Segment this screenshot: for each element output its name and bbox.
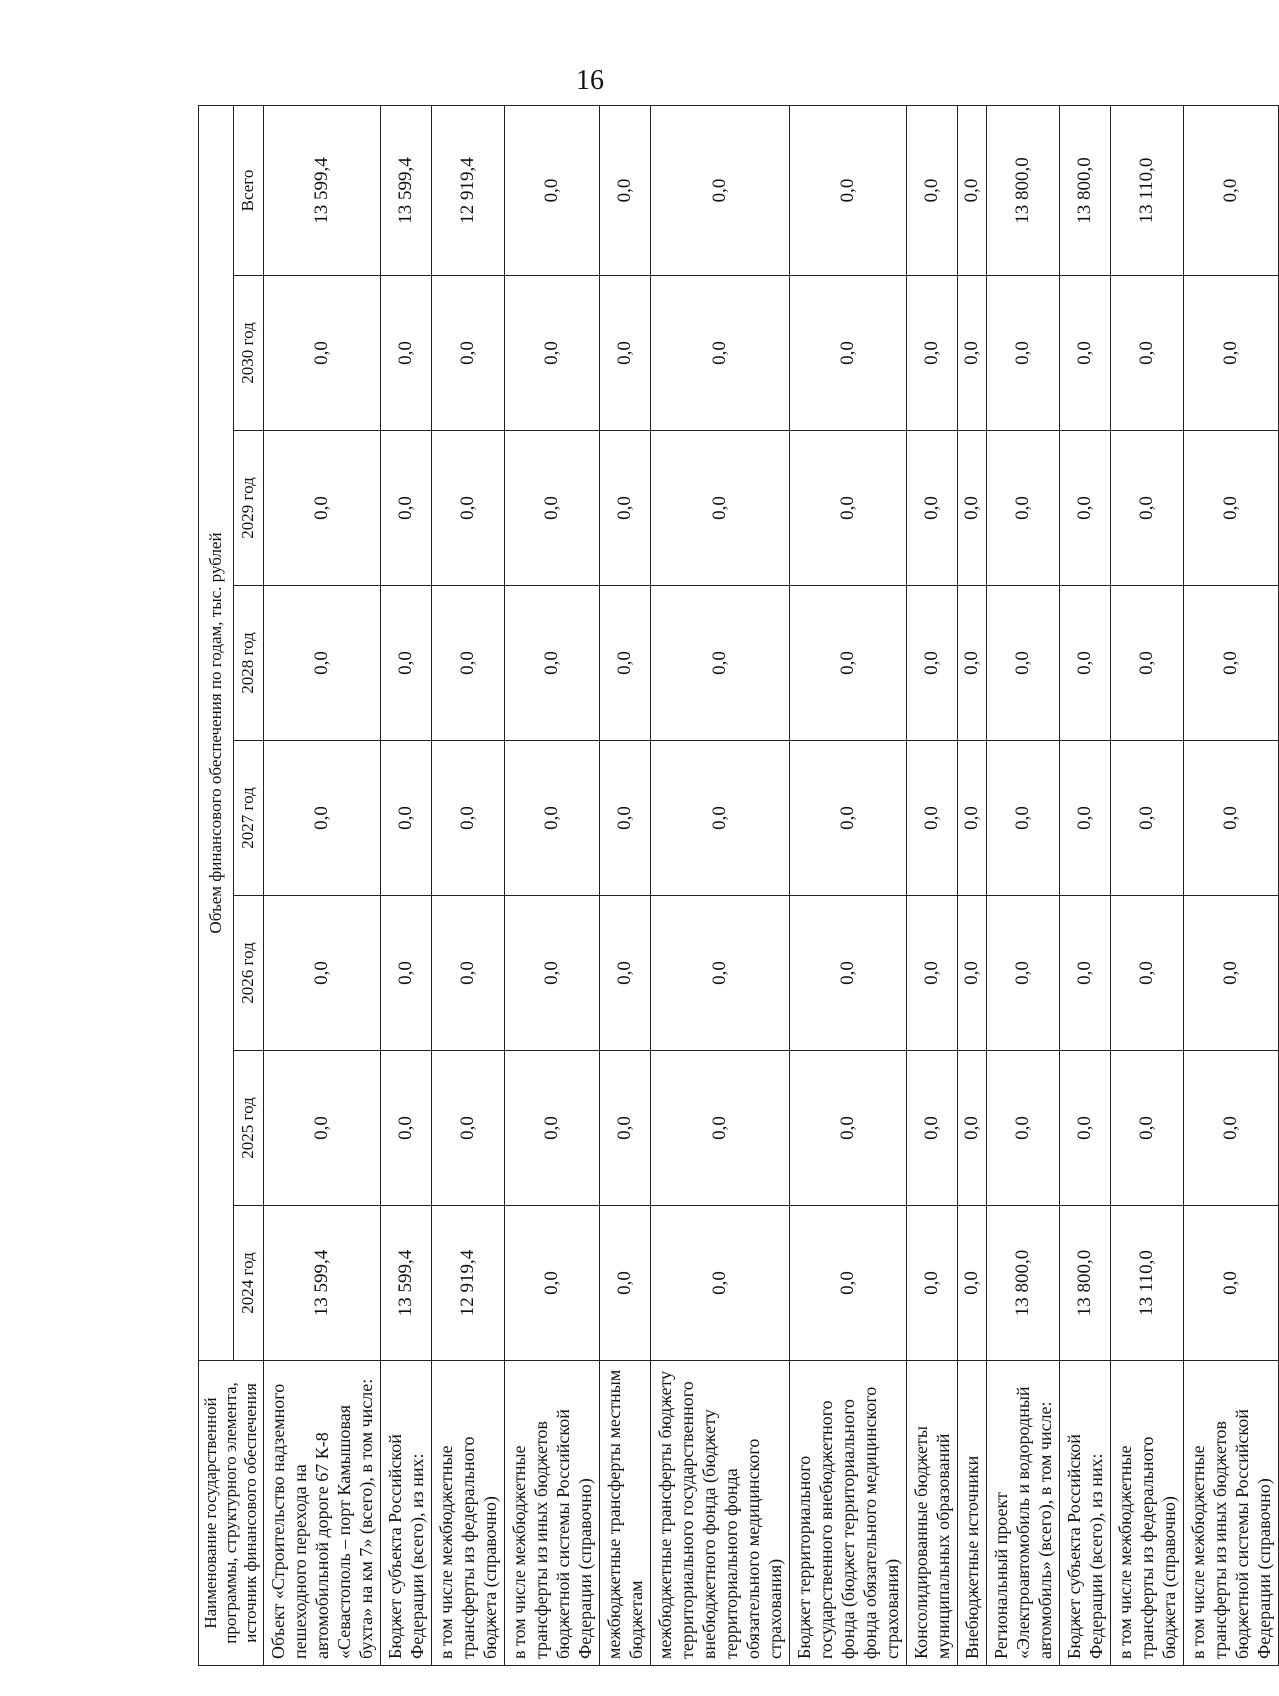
row-label: в том числе межбюджетные трансферты из иных бюджетов бюджетной системы Российской Федерации (справочно) — [1184, 1361, 1279, 1666]
row-value-cell: 0,0 — [264, 276, 381, 431]
row-value-cell: 0,0 — [505, 896, 600, 1051]
row-value-cell: 0,0 — [790, 586, 907, 741]
table-row — [651, 105, 790, 1665]
table-row — [1184, 105, 1279, 1665]
header-year-2029: 2029 год — [233, 431, 263, 586]
row-value-cell: 0,0 — [790, 1051, 907, 1206]
row-label: Бюджет территориального государственного внебюджетного фонда (бюджет территориального фонда обязательного медицинского страхования) — [790, 1361, 907, 1666]
row-value-cell: 0,0 — [987, 741, 1060, 896]
table-row — [987, 105, 1060, 1665]
financing-table — [198, 105, 1279, 1666]
row-value-cell: 0,0 — [600, 276, 651, 431]
row-value-cell: 0,0 — [651, 586, 790, 741]
rotated-page-content — [198, 106, 1274, 1666]
row-value-cell: 0,0 — [651, 1206, 790, 1361]
header-year-2025: 2025 год — [233, 1051, 263, 1206]
row-value-cell: 0,0 — [381, 896, 432, 1051]
row-value-cell: 0,0 — [264, 431, 381, 586]
row-label: межбюджетные трансферты бюджету территориального государственного внебюджетного фонда (бюджету территориального фонда обязательного медицинского страхования) — [651, 1361, 790, 1666]
row-value-cell: 0,0 — [381, 741, 432, 896]
row-value-cell: 0,0 — [790, 276, 907, 431]
row-value-cell: 0,0 — [958, 276, 987, 431]
row-value-cell: 0,0 — [907, 431, 958, 586]
row-value-cell: 0,0 — [505, 1051, 600, 1206]
table-row — [600, 105, 651, 1665]
table-row — [432, 105, 505, 1665]
row-value-cell: 0,0 — [1111, 741, 1184, 896]
header-total: Всего — [233, 105, 263, 275]
row-value-cell: 0,0 — [987, 586, 1060, 741]
row-label: в том числе межбюджетные трансферты из федерального бюджета (справочно) — [432, 1361, 505, 1666]
row-value-cell: 12 919,4 — [432, 1206, 505, 1361]
row-value-cell: 0,0 — [958, 431, 987, 586]
row-value-cell: 13 599,4 — [264, 1206, 381, 1361]
row-value-cell: 0,0 — [958, 741, 987, 896]
row-value-cell: 0,0 — [907, 741, 958, 896]
row-value-cell: 0,0 — [505, 1206, 600, 1361]
row-value-cell: 0,0 — [1184, 276, 1279, 431]
row-label: Бюджет субъекта Российской Федерации (всего), из них: — [1060, 1361, 1111, 1666]
row-value-cell: 0,0 — [1184, 1206, 1279, 1361]
row-label: Внебюджетные источники — [958, 1361, 987, 1666]
row-value-cell: 0,0 — [1111, 896, 1184, 1051]
row-value-cell: 0,0 — [505, 431, 600, 586]
header-year-2030: 2030 год — [233, 276, 263, 431]
table-body — [264, 105, 1279, 1665]
row-value-cell: 0,0 — [987, 896, 1060, 1051]
row-total-cell: 13 800,0 — [987, 105, 1060, 275]
row-total-cell: 0,0 — [907, 105, 958, 275]
row-total-cell: 13 599,4 — [381, 105, 432, 275]
row-value-cell: 0,0 — [958, 586, 987, 741]
row-value-cell: 13 599,4 — [381, 1206, 432, 1361]
row-value-cell: 0,0 — [987, 431, 1060, 586]
row-value-cell: 0,0 — [790, 431, 907, 586]
row-value-cell: 0,0 — [264, 586, 381, 741]
row-value-cell: 0,0 — [1060, 276, 1111, 431]
table-header — [199, 105, 264, 1665]
row-total-cell: 13 800,0 — [1060, 105, 1111, 275]
row-total-cell: 13 110,0 — [1111, 105, 1184, 275]
row-label: в том числе межбюджетные трансферты из иных бюджетов бюджетной системы Российской Федерации (справочно) — [505, 1361, 600, 1666]
row-value-cell: 0,0 — [958, 1206, 987, 1361]
row-value-cell: 0,0 — [600, 431, 651, 586]
row-value-cell: 0,0 — [651, 896, 790, 1051]
row-total-cell: 0,0 — [651, 105, 790, 275]
table-row — [264, 105, 381, 1665]
row-value-cell: 0,0 — [600, 1051, 651, 1206]
row-label: Объект «Строительство надземного пешеходного перехода на автомобильной дороге 67 К-8 «Севастополь – порт Камышовая бухта» на км 7» (всего), в том числе: — [264, 1361, 381, 1666]
row-total-cell: 13 599,4 — [264, 105, 381, 275]
row-total-cell: 0,0 — [1184, 105, 1279, 275]
page-number: 16 — [576, 65, 604, 96]
row-value-cell: 0,0 — [1111, 1051, 1184, 1206]
table-row — [958, 105, 987, 1665]
header-year-2024: 2024 год — [233, 1206, 263, 1361]
row-value-cell: 0,0 — [1111, 276, 1184, 431]
row-value-cell: 0,0 — [432, 896, 505, 1051]
row-value-cell: 0,0 — [958, 1051, 987, 1206]
row-value-cell: 13 800,0 — [987, 1206, 1060, 1361]
row-value-cell: 0,0 — [790, 896, 907, 1051]
row-value-cell: 0,0 — [432, 741, 505, 896]
row-value-cell: 0,0 — [432, 276, 505, 431]
table-row — [1060, 105, 1111, 1665]
table-row — [505, 105, 600, 1665]
row-value-cell: 0,0 — [1184, 741, 1279, 896]
row-value-cell: 0,0 — [1060, 1051, 1111, 1206]
row-total-cell: 0,0 — [790, 105, 907, 275]
row-value-cell: 0,0 — [1060, 896, 1111, 1051]
row-value-cell: 0,0 — [264, 1051, 381, 1206]
row-value-cell: 0,0 — [381, 1051, 432, 1206]
row-value-cell: 0,0 — [505, 741, 600, 896]
table-row — [1111, 105, 1184, 1665]
header-year-2028: 2028 год — [233, 586, 263, 741]
row-value-cell: 0,0 — [600, 586, 651, 741]
row-value-cell: 0,0 — [600, 1206, 651, 1361]
row-value-cell: 0,0 — [1184, 586, 1279, 741]
row-value-cell: 0,0 — [1060, 586, 1111, 741]
row-value-cell: 0,0 — [1060, 431, 1111, 586]
row-value-cell: 0,0 — [600, 896, 651, 1051]
row-value-cell: 0,0 — [651, 1051, 790, 1206]
rotated-table-area — [198, 106, 1274, 1666]
table-row — [790, 105, 907, 1665]
header-name-column: Наименование государственной программы, структурного элемента, источник финансового обеспечения — [199, 1361, 264, 1666]
row-value-cell: 0,0 — [432, 586, 505, 741]
row-total-cell: 12 919,4 — [432, 105, 505, 275]
row-value-cell: 0,0 — [381, 276, 432, 431]
row-value-cell: 0,0 — [432, 1051, 505, 1206]
row-label: Консолидированные бюджеты муниципальных образований — [907, 1361, 958, 1666]
header-year-2026: 2026 год — [233, 896, 263, 1051]
table-row — [381, 105, 432, 1665]
row-label: межбюджетные трансферты местным бюджетам — [600, 1361, 651, 1666]
row-value-cell: 0,0 — [651, 741, 790, 896]
table-row — [907, 105, 958, 1665]
row-value-cell: 0,0 — [505, 586, 600, 741]
row-value-cell: 0,0 — [790, 1206, 907, 1361]
row-value-cell: 0,0 — [958, 896, 987, 1051]
row-total-cell: 0,0 — [958, 105, 987, 275]
row-value-cell: 0,0 — [1184, 431, 1279, 586]
row-label: Бюджет субъекта Российской Федерации (всего), из них: — [381, 1361, 432, 1666]
row-value-cell: 0,0 — [1111, 586, 1184, 741]
row-value-cell: 0,0 — [600, 741, 651, 896]
row-value-cell: 0,0 — [381, 431, 432, 586]
row-value-cell: 0,0 — [651, 276, 790, 431]
row-value-cell: 13 800,0 — [1060, 1206, 1111, 1361]
row-value-cell: 13 110,0 — [1111, 1206, 1184, 1361]
row-value-cell: 0,0 — [907, 896, 958, 1051]
row-total-cell: 0,0 — [505, 105, 600, 275]
row-value-cell: 0,0 — [1184, 896, 1279, 1051]
row-value-cell: 0,0 — [987, 1051, 1060, 1206]
row-value-cell: 0,0 — [907, 276, 958, 431]
row-value-cell: 0,0 — [1111, 431, 1184, 586]
row-value-cell: 0,0 — [381, 586, 432, 741]
row-value-cell: 0,0 — [1184, 1051, 1279, 1206]
row-value-cell: 0,0 — [907, 586, 958, 741]
row-label: в том числе межбюджетные трансферты из федерального бюджета (справочно) — [1111, 1361, 1184, 1666]
row-value-cell: 0,0 — [432, 431, 505, 586]
row-value-cell: 0,0 — [505, 276, 600, 431]
row-value-cell: 0,0 — [264, 896, 381, 1051]
header-year-2027: 2027 год — [233, 741, 263, 896]
row-total-cell: 0,0 — [600, 105, 651, 275]
header-volume: Объем финансового обеспечения по годам, тыс. рублей — [199, 105, 234, 1360]
row-value-cell: 0,0 — [264, 741, 381, 896]
row-value-cell: 0,0 — [651, 431, 790, 586]
row-value-cell: 0,0 — [790, 741, 907, 896]
row-value-cell: 0,0 — [907, 1206, 958, 1361]
row-label: Региональный проект «Электроавтомобиль и водородный автомобиль» (всего), в том числе: — [987, 1361, 1060, 1666]
row-value-cell: 0,0 — [907, 1051, 958, 1206]
row-value-cell: 0,0 — [1060, 741, 1111, 896]
row-value-cell: 0,0 — [987, 276, 1060, 431]
